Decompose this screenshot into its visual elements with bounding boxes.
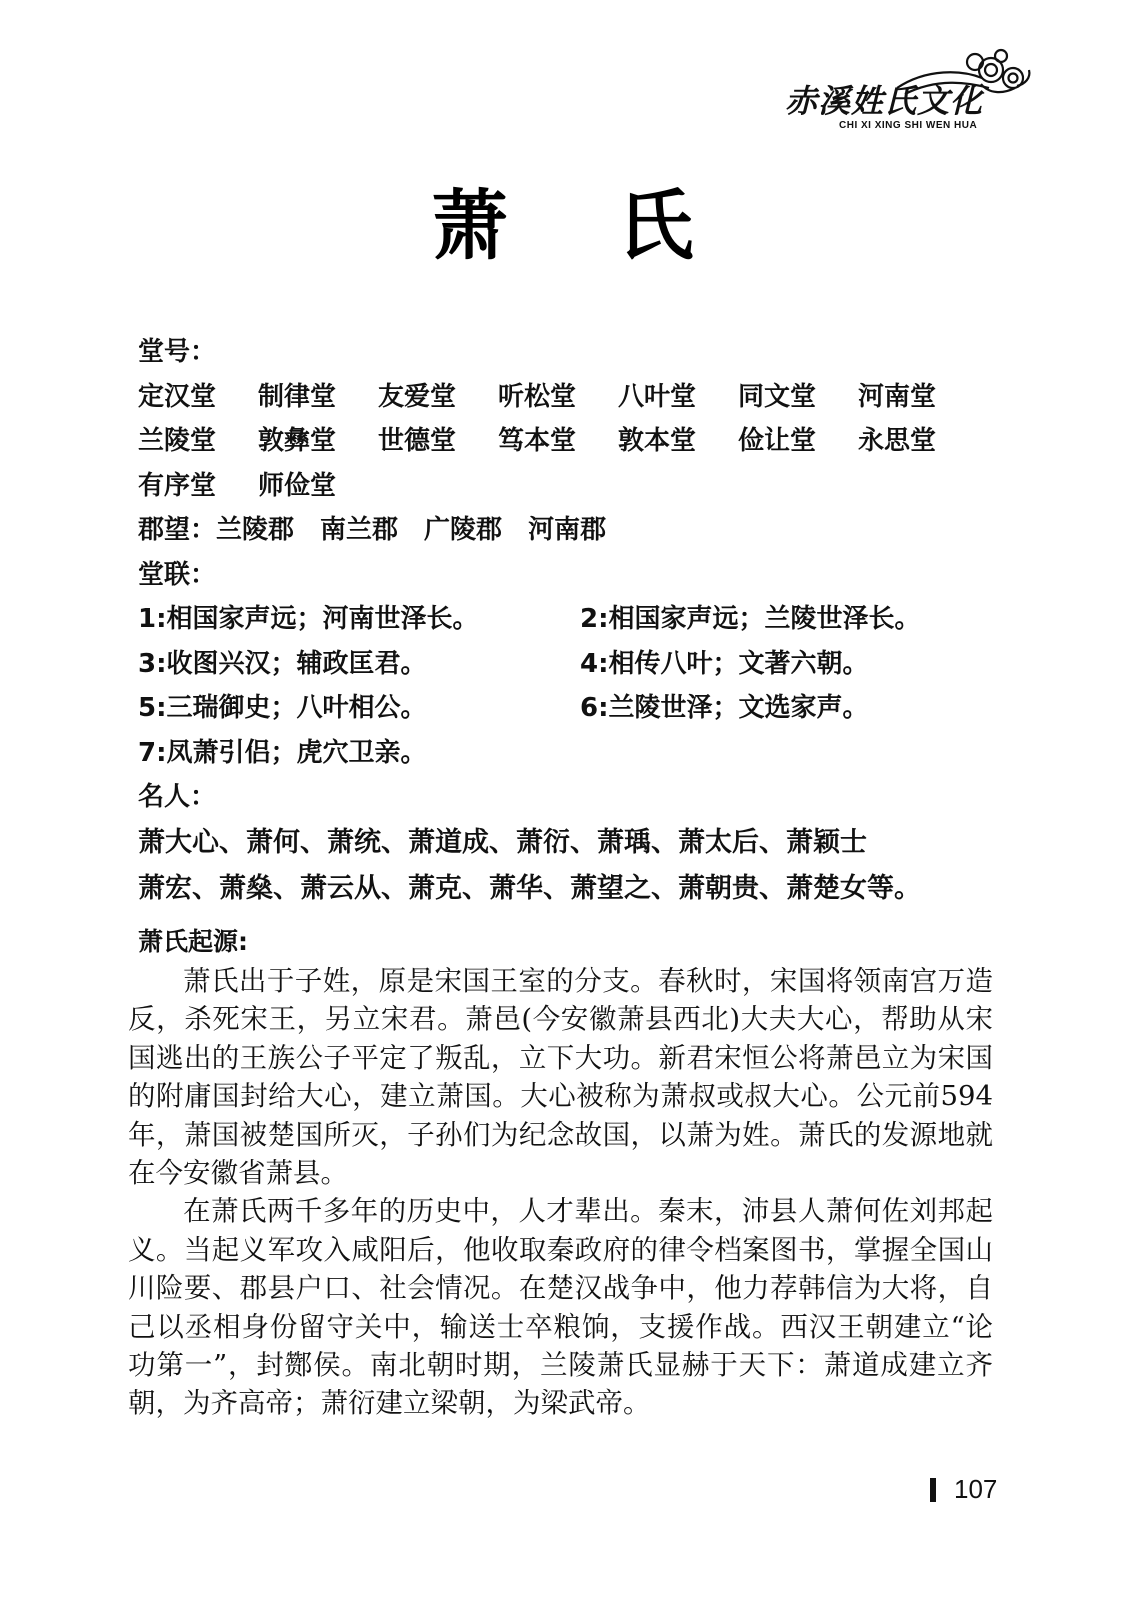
couplet: 6:兰陵世泽；文选家声。 [580, 693, 869, 723]
junwang-item: 河南郡 [528, 515, 607, 545]
origin-paragraph: 萧氏出于子姓，原是宋国王室的分支。春秋时，宋国将领南宫万造反，杀死宋王，另立宋君。萧邑(今安徽萧县西北)大夫大心，帮助从宋国逃出的王族公子平定了叛乱，立下大功。新君宋恒公将萧邑立为宋国的附庸国封给大心，建立萧国。大心被称为萧叔或叔大心。公元前594年，萧国被楚国所灭，子孙们为纪念故国，以萧为姓。萧氏的发源地就在今安徽省萧县。 [128, 965, 993, 1190]
junwang-label: 郡望： [138, 515, 217, 545]
tanghao-item: 八叶堂 [618, 381, 697, 412]
content [138, 330, 1018, 964]
logo-subtitle: CHI XI XING SHI WEN HUA [839, 120, 978, 131]
tanghao-item: 敦彝堂 [258, 426, 337, 456]
mingren-label: 名人： [138, 782, 217, 812]
origin-paragraph: 在萧氏两千多年的历史中，人才辈出。秦末，沛县人萧何佐刘邦起义。当起义军攻入咸阳后，他收取秦政府的律令档案图书，掌握全国山川险要、郡县户口、社会情况。在楚汉战争中，他力荐韩信为大将，自己以丞相身份留守关中，输送士卒粮饷，支援作战。西汉王朝建立“论功第一”，封酂侯。南北朝时期，兰陵萧氏显赫于天下：萧道成建立齐朝，为齐高帝；萧衍建立梁朝，为梁武帝。 [128, 1195, 993, 1420]
tanghao-item: 河南堂 [858, 381, 937, 412]
tanghao-row [138, 419, 1018, 464]
page-number [930, 1474, 997, 1505]
couplet: 2:相国家声远；兰陵世泽长。 [580, 604, 921, 634]
tanglian-label: 堂联： [138, 559, 217, 590]
tanghao-item: 听松堂 [498, 381, 577, 412]
tanghao-item: 永思堂 [858, 426, 937, 456]
couplet: 4:相传八叶；文著六朝。 [580, 648, 869, 679]
tanghao-row [138, 375, 1018, 420]
mingren-line: 萧大心、萧何、萧统、萧道成、萧衍、萧瑀、萧太后、萧颖士 [138, 826, 867, 858]
junwang-item: 南兰郡 [320, 515, 399, 545]
page-title: 萧氏 [431, 181, 804, 270]
couplet: 7:凤萧引侣；虎穴卫亲。 [138, 737, 427, 768]
couplet: 3:收图兴汉；辅政匡君。 [138, 648, 427, 679]
couplet-row [138, 642, 1018, 687]
tanghao-item: 师俭堂 [258, 470, 337, 501]
tanghao-row [138, 464, 1018, 509]
junwang-line [138, 508, 1018, 553]
couplet-row [138, 597, 1018, 642]
tanghao-item: 笃本堂 [498, 426, 577, 456]
page-number-value: 107 [954, 1474, 998, 1504]
page-number-bar [930, 1478, 936, 1502]
tanghao-item: 敦本堂 [618, 426, 697, 456]
tanghao-item: 同文堂 [738, 381, 817, 412]
tanghao-item: 世德堂 [378, 426, 457, 456]
tanghao-item: 制律堂 [258, 381, 337, 412]
origin-label: 萧氏起源: [138, 926, 248, 956]
couplet-row [138, 731, 1018, 776]
couplet: 1:相国家声远；河南世泽长。 [138, 604, 479, 634]
tanghao-item: 有序堂 [138, 470, 217, 501]
junwang-item: 兰陵郡 [216, 515, 295, 545]
tanghao-item: 友爱堂 [378, 381, 457, 412]
junwang-item: 广陵郡 [424, 515, 503, 545]
tanghao-item: 兰陵堂 [138, 426, 217, 456]
tanghao-label: 堂号： [138, 337, 217, 367]
tanghao-item: 俭让堂 [738, 426, 817, 456]
tanghao-item: 定汉堂 [138, 381, 217, 412]
header-logo [777, 48, 1037, 138]
logo-title: 赤溪姓氏文化 [785, 82, 984, 120]
couplet: 5:三瑞御史；八叶相公。 [138, 693, 427, 723]
origin-body [128, 962, 993, 1423]
mingren-line: 萧宏、萧燊、萧云从、萧克、萧华、萧望之、萧朝贵、萧楚女等。 [138, 872, 921, 904]
couplet-row [138, 686, 1018, 731]
